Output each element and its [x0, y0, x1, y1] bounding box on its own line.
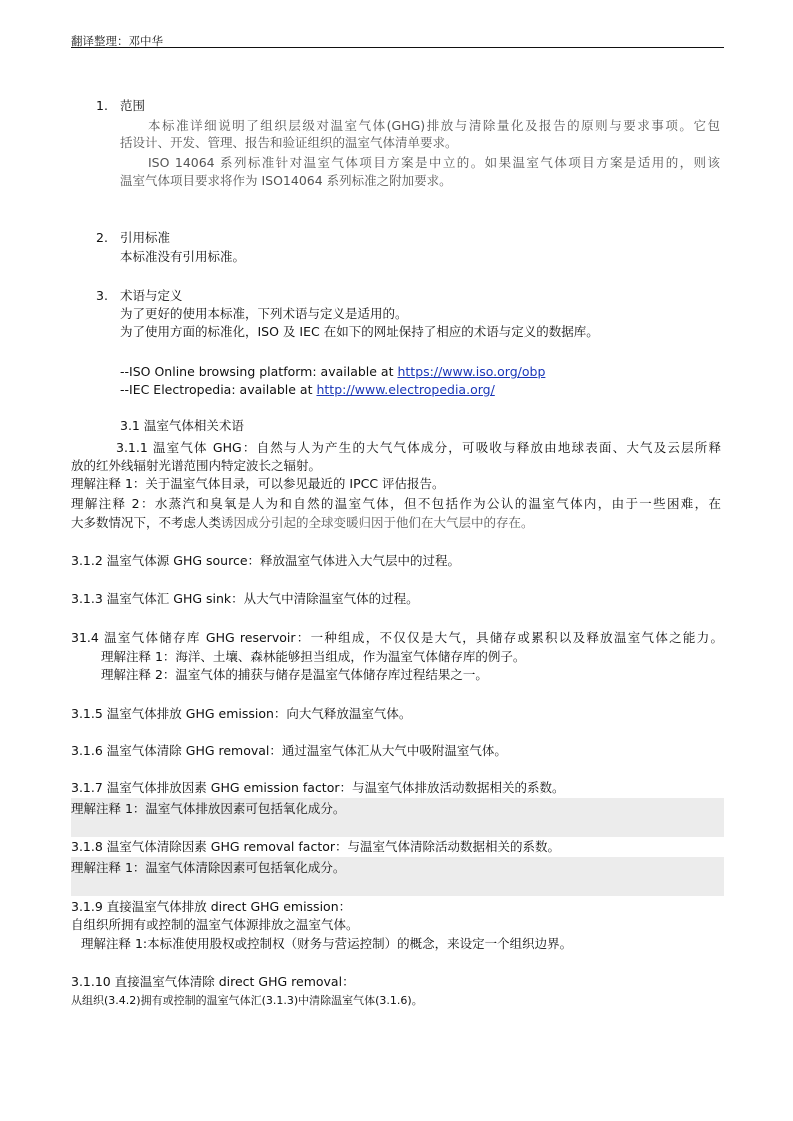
section-1-title: 范围	[120, 98, 146, 113]
iso-obp-link[interactable]: https://www.iso.org/obp	[397, 364, 546, 379]
section-2-number: 2.	[96, 230, 108, 245]
term-3-1-9-note: 理解注释 1:本标准使用股权或控制权（财务与营运控制）的概念，来设定一个组织边界。	[81, 936, 573, 951]
term-3-1-2: 3.1.2 温室气体源 GHG source：释放温室气体进入大气层中的过程。	[71, 553, 461, 568]
term-3-1-4-note1: 理解注释 1：海洋、土壤、森林能够担当组成，作为温室气体储存库的例子。	[101, 649, 526, 664]
term-3-1-3: 3.1.3 温室气体汇 GHG sink：从大气中清除温室气体的过程。	[71, 591, 419, 606]
section-1-para2-line2: 温室气体项目要求将作为 ISO14064 系列标准之附加要求。	[120, 173, 452, 188]
term-3-1-5: 3.1.5 温室气体排放 GHG emission：向大气释放温室气体。	[71, 706, 412, 721]
section-3-number: 3.	[96, 288, 108, 303]
db-iec-prefix: --IEC Electropedia: available at	[120, 382, 317, 397]
term-3-1-7-note: 理解注释 1：温室气体排放因素可包括氧化成分。	[71, 801, 346, 816]
term-3-1-1-note2-line1: 理解注释 2：水蒸汽和臭氧是人为和自然的温室气体，但不包括作为公认的温室气体内，由于一些困难，在	[71, 496, 721, 511]
db-iso-prefix: --ISO Online browsing platform: available at	[120, 364, 398, 379]
term-3-1-9-definition: 自组织所拥有或控制的温室气体源排放之温室气体。	[71, 917, 359, 932]
term-3-1-8-note: 理解注释 1：温室气体清除因素可包括氧化成分。	[71, 860, 346, 875]
term-3-1-1-note1: 理解注释 1：关于温室气体目录，可以参见最近的 IPCC 评估报告。	[71, 476, 445, 491]
db-iec-line	[120, 382, 495, 398]
term-3-1-7: 3.1.7 温室气体排放因素 GHG emission factor：与温室气体排放活动数据相关的系数。	[71, 780, 565, 795]
section-2-body: 本标准没有引用标准。	[120, 249, 246, 264]
term-3-1-9: 3.1.9 直接温室气体排放 direct GHG emission：	[71, 899, 352, 914]
term-3-1-10: 3.1.10 直接温室气体清除 direct GHG removal：	[71, 974, 355, 989]
term-3-1-1-note2-part-b: 诱因成分引起的全球变暖归因于他们在大气层中的存在。	[221, 515, 534, 530]
header-rule	[71, 47, 724, 48]
section-1-para1-line1: 本标准详细说明了组织层级对温室气体(GHG)排放与清除量化及报告的原则与要求事项。它包	[148, 118, 720, 133]
section-2-title: 引用标准	[120, 230, 171, 245]
section-1-para2-line1: ISO 14064 系列标准针对温室气体项目方案是中立的。如果温室气体项目方案是适用的，则该	[148, 155, 720, 170]
term-3-1-4: 31.4 温室气体储存库 GHG reservoir：一种组成，不仅仅是大气，具储存或累积以及释放温室气体之能力。	[71, 630, 723, 645]
section-3-intro1: 为了更好的使用本标准，下列术语与定义是适用的。	[120, 306, 408, 321]
section-1-number: 1.	[96, 98, 108, 113]
term-3-1-1-note2-line2	[71, 515, 534, 531]
term-3-1-1-line1: 3.1.1 温室气体 GHG：自然与人为产生的大气气体成分，可吸收与释放由地球表面、大气及云层所释	[116, 440, 721, 455]
section-3-intro2: 为了使用方面的标准化，ISO 及 IEC 在如下的网址保持了相应的术语与定义的数据库。	[120, 324, 599, 339]
term-3-1-6: 3.1.6 温室气体清除 GHG removal：通过温室气体汇从大气中吸附温室气体。	[71, 743, 507, 758]
term-3-1-8: 3.1.8 温室气体清除因素 GHG removal factor：与温室气体清除活动数据相关的系数。	[71, 839, 561, 854]
section-1-para1-line2: 括设计、开发、管理、报告和验证组织的温室气体清单要求。	[120, 135, 458, 150]
term-3-1-10-definition: 从组织(3.4.2)拥有或控制的温室气体汇(3.1.3)中清除温室气体(3.1.6)。	[71, 994, 423, 1007]
term-3-1-4-note2: 理解注释 2：温室气体的捕获与储存是温室气体储存库过程结果之一。	[101, 667, 488, 682]
db-iso-line	[120, 364, 545, 380]
page-header: 翻译整理：邓中华	[71, 34, 163, 48]
electropedia-link[interactable]: http://www.electropedia.org/	[316, 382, 495, 397]
term-3-1-1-line2: 放的红外线辐射光谱范围内特定波长之辐射。	[71, 458, 322, 473]
section-3-title: 术语与定义	[120, 288, 183, 303]
subsection-3-1-title: 3.1 温室气体相关术语	[120, 418, 244, 433]
term-3-1-1-note2-part-a: 大多数情况下，不考虑人类	[71, 515, 222, 530]
